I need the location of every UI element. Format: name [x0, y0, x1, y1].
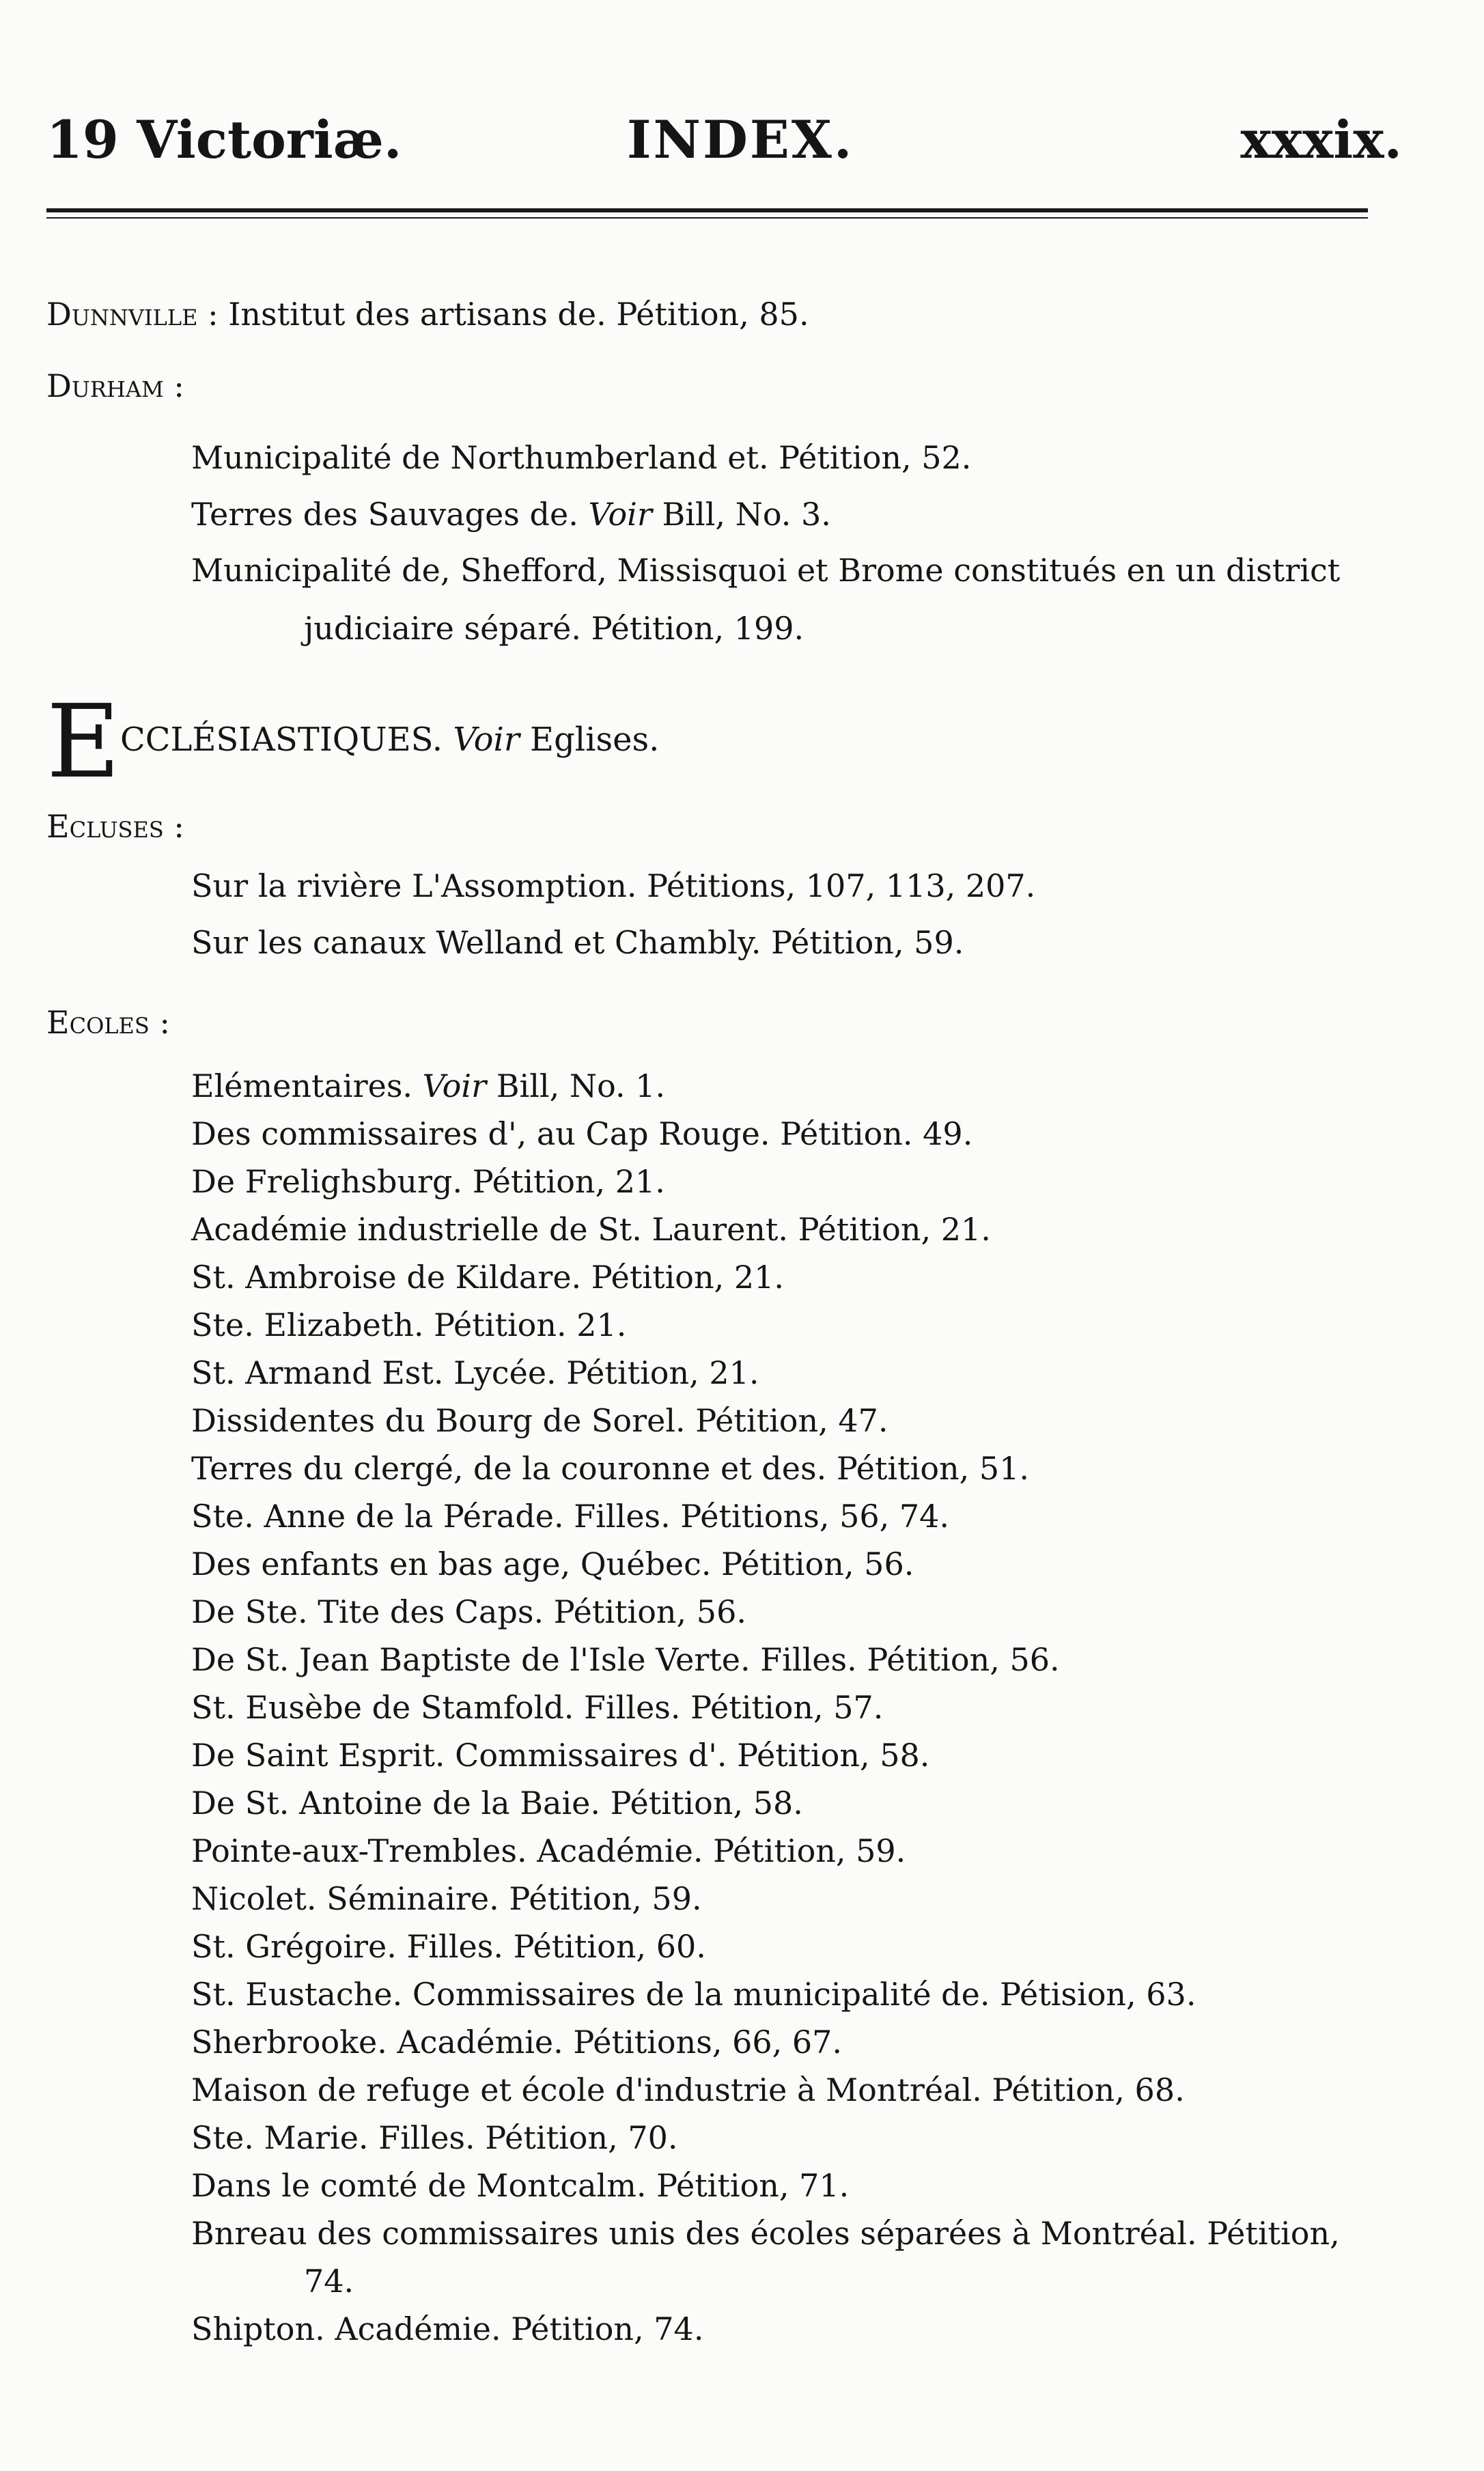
ecoles-subentry: Ste. Elizabeth. Pétition. 21. [191, 1307, 627, 1343]
ecoles-subentry: Sherbrooke. Académie. Pétitions, 66, 67. [191, 2024, 842, 2061]
durham-subentry: Municipalité de Northumberland et. Pétition, 52. [191, 439, 972, 476]
ecoles-subentry [191, 1062, 665, 1110]
entry-text: Eglises. [519, 721, 660, 759]
subentry-text: Bill, No. 3. [652, 496, 831, 533]
entry-dunnville [46, 290, 809, 338]
ecoles-subentry-continuation: 74. [304, 2263, 354, 2300]
ecoles-subentry: Shipton. Académie. Pétition, 74. [191, 2311, 704, 2347]
entry-ecluses-heading: Ecluses : [46, 808, 184, 845]
entry-text: Institut des artisans de. Pétition, 85. [218, 296, 809, 333]
ecoles-subentry: Ste. Marie. Filles. Pétition, 70. [191, 2119, 678, 2156]
ecoles-subentry: De St. Antoine de la Baie. Pétition, 58. [191, 1785, 803, 1821]
ecoles-subentry: De Frelighsburg. Pétition, 21. [191, 1163, 665, 1200]
entry-heading: CCLÉSIASTIQUES. [120, 721, 453, 759]
header-rule-thick [46, 208, 1368, 212]
ecoles-subentry: Terres du clergé, de la couronne et des. Pétition, 51. [191, 1450, 1030, 1487]
ecoles-subentry: Ste. Anne de la Pérade. Filles. Pétitions, 56, 74. [191, 1498, 949, 1535]
header-rule-thin [46, 217, 1368, 219]
ecluses-subentry: Sur la rivière L'Assomption. Pétitions, 107, 113, 207. [191, 867, 1036, 904]
ecoles-subentry: St. Armand Est. Lycée. Pétition, 21. [191, 1354, 759, 1391]
header-page-number: xxxix. [1240, 109, 1402, 170]
entry-ecclesiastiques [46, 683, 660, 800]
ecoles-subentry: Maison de refuge et école d'industrie à Montréal. Pétition, 68. [191, 2071, 1185, 2108]
subentry-text: Bill, No. 1. [486, 1067, 666, 1104]
durham-subentry [191, 490, 831, 538]
header-title: INDEX. [627, 109, 854, 170]
voir-reference: Voir [422, 1067, 487, 1104]
entry-ecoles-heading: Ecoles : [46, 1004, 170, 1041]
ecoles-subentry: Dissidentes du Bourg de Sorel. Pétition, 47. [191, 1402, 888, 1439]
entry-durham-heading: Durham : [46, 367, 184, 404]
ecoles-subentry: St. Ambroise de Kildare. Pétition, 21. [191, 1259, 785, 1296]
ecoles-subentry: St. Eusèbe de Stamfold. Filles. Pétition, 57. [191, 1689, 884, 1726]
ecoles-subentry: Dans le comté de Montcalm. Pétition, 71. [191, 2167, 850, 2204]
entry-heading: Dunnville : [46, 296, 219, 333]
header-session: 19 Victoriæ. [46, 109, 402, 170]
voir-reference: Voir [453, 721, 520, 759]
subentry-text: Elémentaires. [191, 1067, 423, 1104]
ecoles-subentry: De Ste. Tite des Caps. Pétition, 56. [191, 1593, 746, 1630]
ecoles-subentry: Académie industrielle de St. Laurent. Pétition, 21. [191, 1211, 991, 1248]
ecoles-subentry: Des commissaires d', au Cap Rouge. Pétition. 49. [191, 1115, 973, 1152]
ecoles-subentry: St. Eustache. Commissaires de la municipalité de. Pétision, 63. [191, 1976, 1196, 2013]
section-drop-cap: E [46, 683, 121, 800]
running-header [46, 102, 1402, 178]
voir-reference: Voir [588, 496, 652, 533]
ecoles-subentry: St. Grégoire. Filles. Pétition, 60. [191, 1928, 706, 1965]
ecoles-subentry: De Saint Esprit. Commissaires d'. Pétition, 58. [191, 1737, 930, 1774]
subentry-text: Terres des Sauvages de. [191, 496, 589, 533]
ecoles-subentry: De St. Jean Baptiste de l'Isle Verte. Filles. Pétition, 56. [191, 1641, 1060, 1678]
ecoles-subentry: Pointe-aux-Trembles. Académie. Pétition, 59. [191, 1832, 906, 1869]
durham-subentry-continuation: judiciaire séparé. Pétition, 199. [304, 610, 804, 647]
ecluses-subentry: Sur les canaux Welland et Chambly. Pétition, 59. [191, 924, 964, 961]
ecoles-subentry: Nicolet. Séminaire. Pétition, 59. [191, 1880, 702, 1917]
ecoles-subentry: Des enfants en bas age, Québec. Pétition, 56. [191, 1546, 914, 1582]
ecoles-subentry: Bnreau des commissaires unis des écoles séparées à Montréal. Pétition, [191, 2215, 1340, 2252]
durham-subentry: Municipalité de, Shefford, Missisquoi et Brome constitués en un district [191, 552, 1341, 589]
